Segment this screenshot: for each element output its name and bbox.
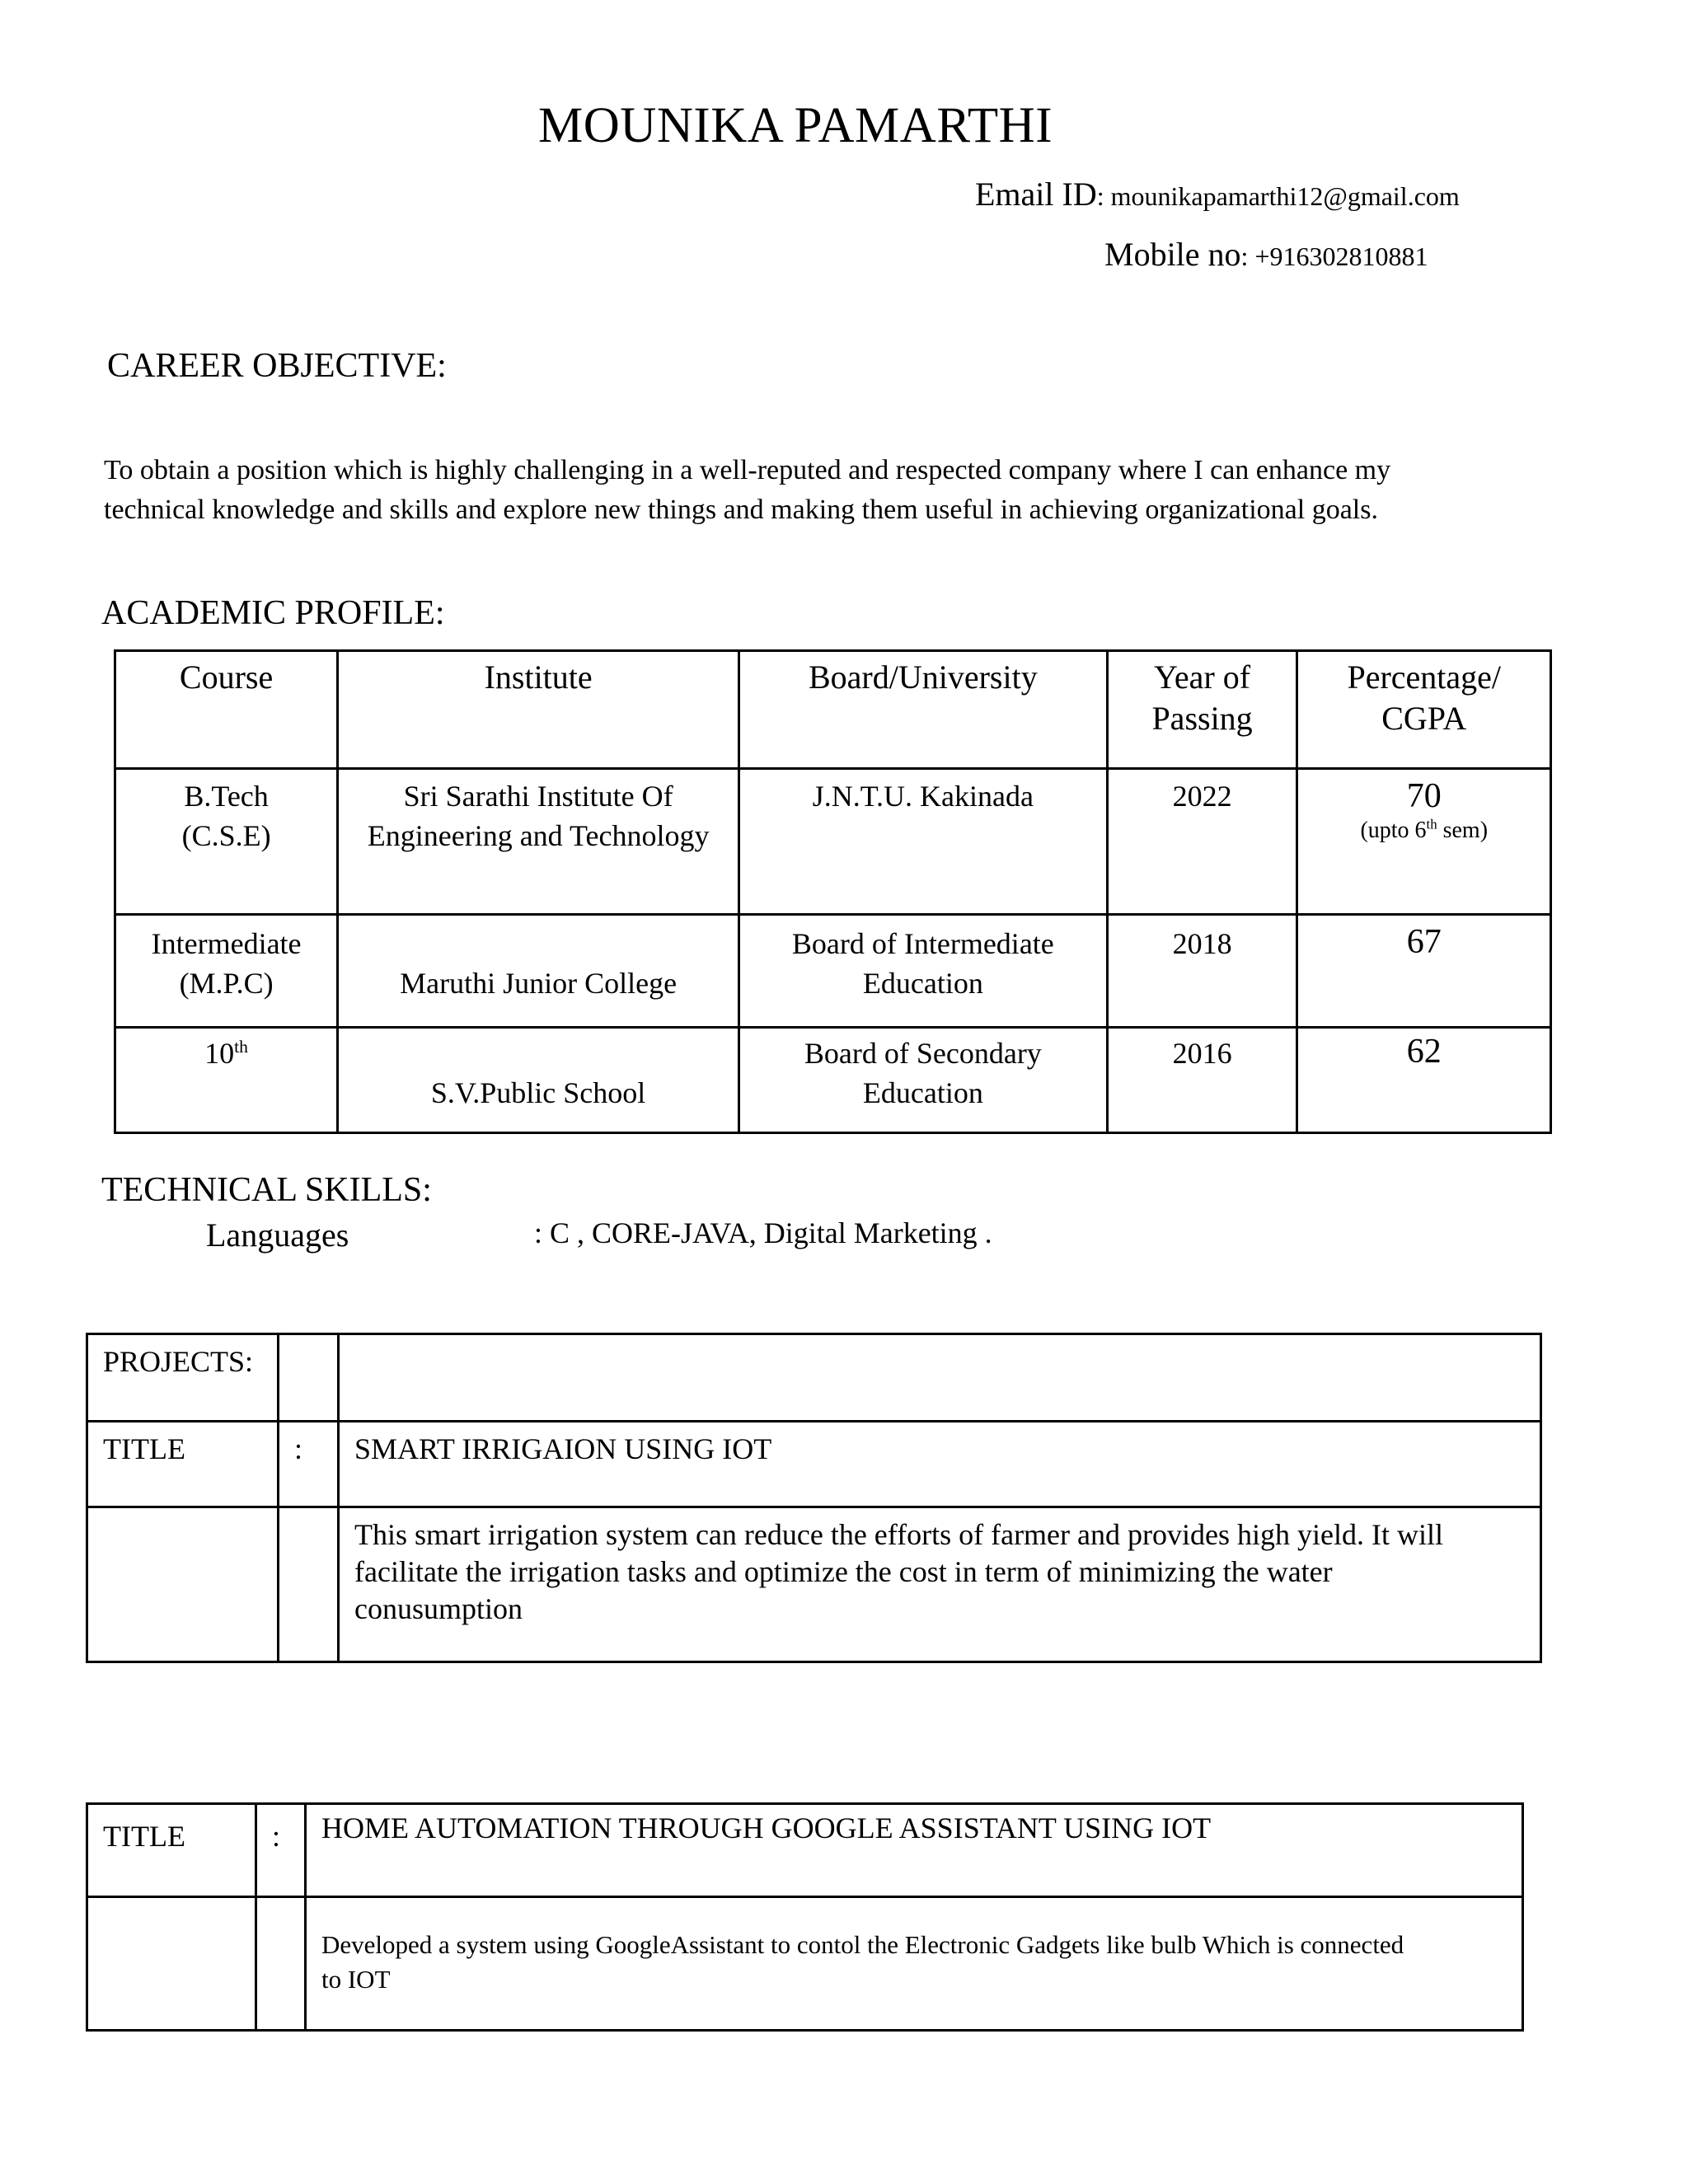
- languages-label: Languages: [206, 1216, 349, 1254]
- mobile-value: : +916302810881: [1240, 241, 1428, 271]
- column-header-board: Board/University: [739, 651, 1108, 769]
- table-row: [115, 1028, 1551, 1133]
- empty-cell: [87, 1897, 256, 2031]
- project-title: HOME AUTOMATION THROUGH GOOGLE ASSISTANT USING IOT: [306, 1804, 1523, 1897]
- empty-cell: [87, 1507, 279, 1662]
- email-label: Email ID: [975, 176, 1097, 213]
- project-description: Developed a system using GoogleAssistant to contol the Electronic Gadgets like bulb Which is connected to IOT: [306, 1897, 1523, 2031]
- column-header-percentage: Percentage/ CGPA: [1297, 651, 1551, 769]
- table-row: [87, 1334, 1541, 1422]
- institute-cell: S.V.Public School: [338, 1028, 739, 1133]
- project-table: [86, 1802, 1524, 2032]
- email-value: : mounikapamarthi12@gmail.com: [1096, 181, 1460, 211]
- table-row: [87, 1804, 1523, 1897]
- percentage-cell: 62: [1297, 1028, 1551, 1133]
- technical-skills-heading: TECHNICAL SKILLS:: [101, 1171, 432, 1209]
- project-title: SMART IRRIGAION USING IOT: [339, 1422, 1541, 1507]
- empty-cell: [279, 1334, 339, 1422]
- course-cell: 10th: [115, 1028, 338, 1133]
- languages-value: : C , CORE-JAVA, Digital Marketing .: [534, 1216, 992, 1249]
- table-row: [115, 769, 1551, 915]
- board-cell: Board of Secondary Education: [739, 1028, 1108, 1133]
- year-cell: 2016: [1107, 1028, 1297, 1133]
- board-cell: J.N.T.U. Kakinada: [739, 769, 1108, 915]
- board-cell: Board of Intermediate Education: [739, 915, 1108, 1028]
- empty-cell: [256, 1897, 306, 2031]
- project-description: This smart irrigation system can reduce the efforts of farmer and provides high yield. It will facilitate the irrigation tasks and optimize the cost in term of minimizing the water conusumption: [339, 1507, 1541, 1662]
- column-header-course: Course: [115, 651, 338, 769]
- percentage-cell: 70 (upto 6th sem): [1297, 769, 1551, 915]
- percentage-cell: 67: [1297, 915, 1551, 1028]
- table-header-row: [115, 651, 1551, 769]
- institute-cell: Maruthi Junior College: [338, 915, 739, 1028]
- candidate-name: MOUNIKA PAMARTHI: [537, 98, 1053, 153]
- table-row: [87, 1897, 1523, 2031]
- percentage-note: (upto 6th sem): [1360, 816, 1489, 843]
- institute-cell: Sri Sarathi Institute Of Engineering and Technology: [338, 769, 739, 915]
- academic-profile-heading: ACADEMIC PROFILE:: [101, 594, 445, 632]
- table-row: [115, 915, 1551, 1028]
- languages-row: [206, 1216, 992, 1254]
- mobile-line: [1104, 235, 1428, 274]
- year-cell: 2018: [1107, 915, 1297, 1028]
- title-label: TITLE: [87, 1804, 256, 1897]
- course-cell: Intermediate (M.P.C): [115, 915, 338, 1028]
- column-header-year: Year of Passing: [1107, 651, 1297, 769]
- career-objective-heading: CAREER OBJECTIVE:: [107, 347, 447, 385]
- career-objective-line: To obtain a position which is highly challenging in a well-reputed and respected company where I can enhance my: [104, 455, 1391, 485]
- column-header-institute: Institute: [338, 651, 739, 769]
- academic-table: [114, 649, 1552, 1134]
- career-objective-text: [104, 451, 1612, 530]
- table-row: [87, 1507, 1541, 1662]
- project-table: [86, 1333, 1542, 1663]
- mobile-label: Mobile no: [1104, 236, 1241, 273]
- empty-cell: [339, 1334, 1541, 1422]
- table-row: [87, 1422, 1541, 1507]
- empty-cell: [279, 1507, 339, 1662]
- email-line: [975, 175, 1460, 213]
- separator: :: [279, 1422, 339, 1507]
- separator: :: [256, 1804, 306, 1897]
- year-cell: 2022: [1107, 769, 1297, 915]
- course-cell: B.Tech (C.S.E): [115, 769, 338, 915]
- projects-heading: PROJECTS:: [87, 1334, 279, 1422]
- title-label: TITLE: [87, 1422, 279, 1507]
- career-objective-line: technical knowledge and skills and explore new things and making them useful in achieving organizational goals.: [104, 494, 1378, 525]
